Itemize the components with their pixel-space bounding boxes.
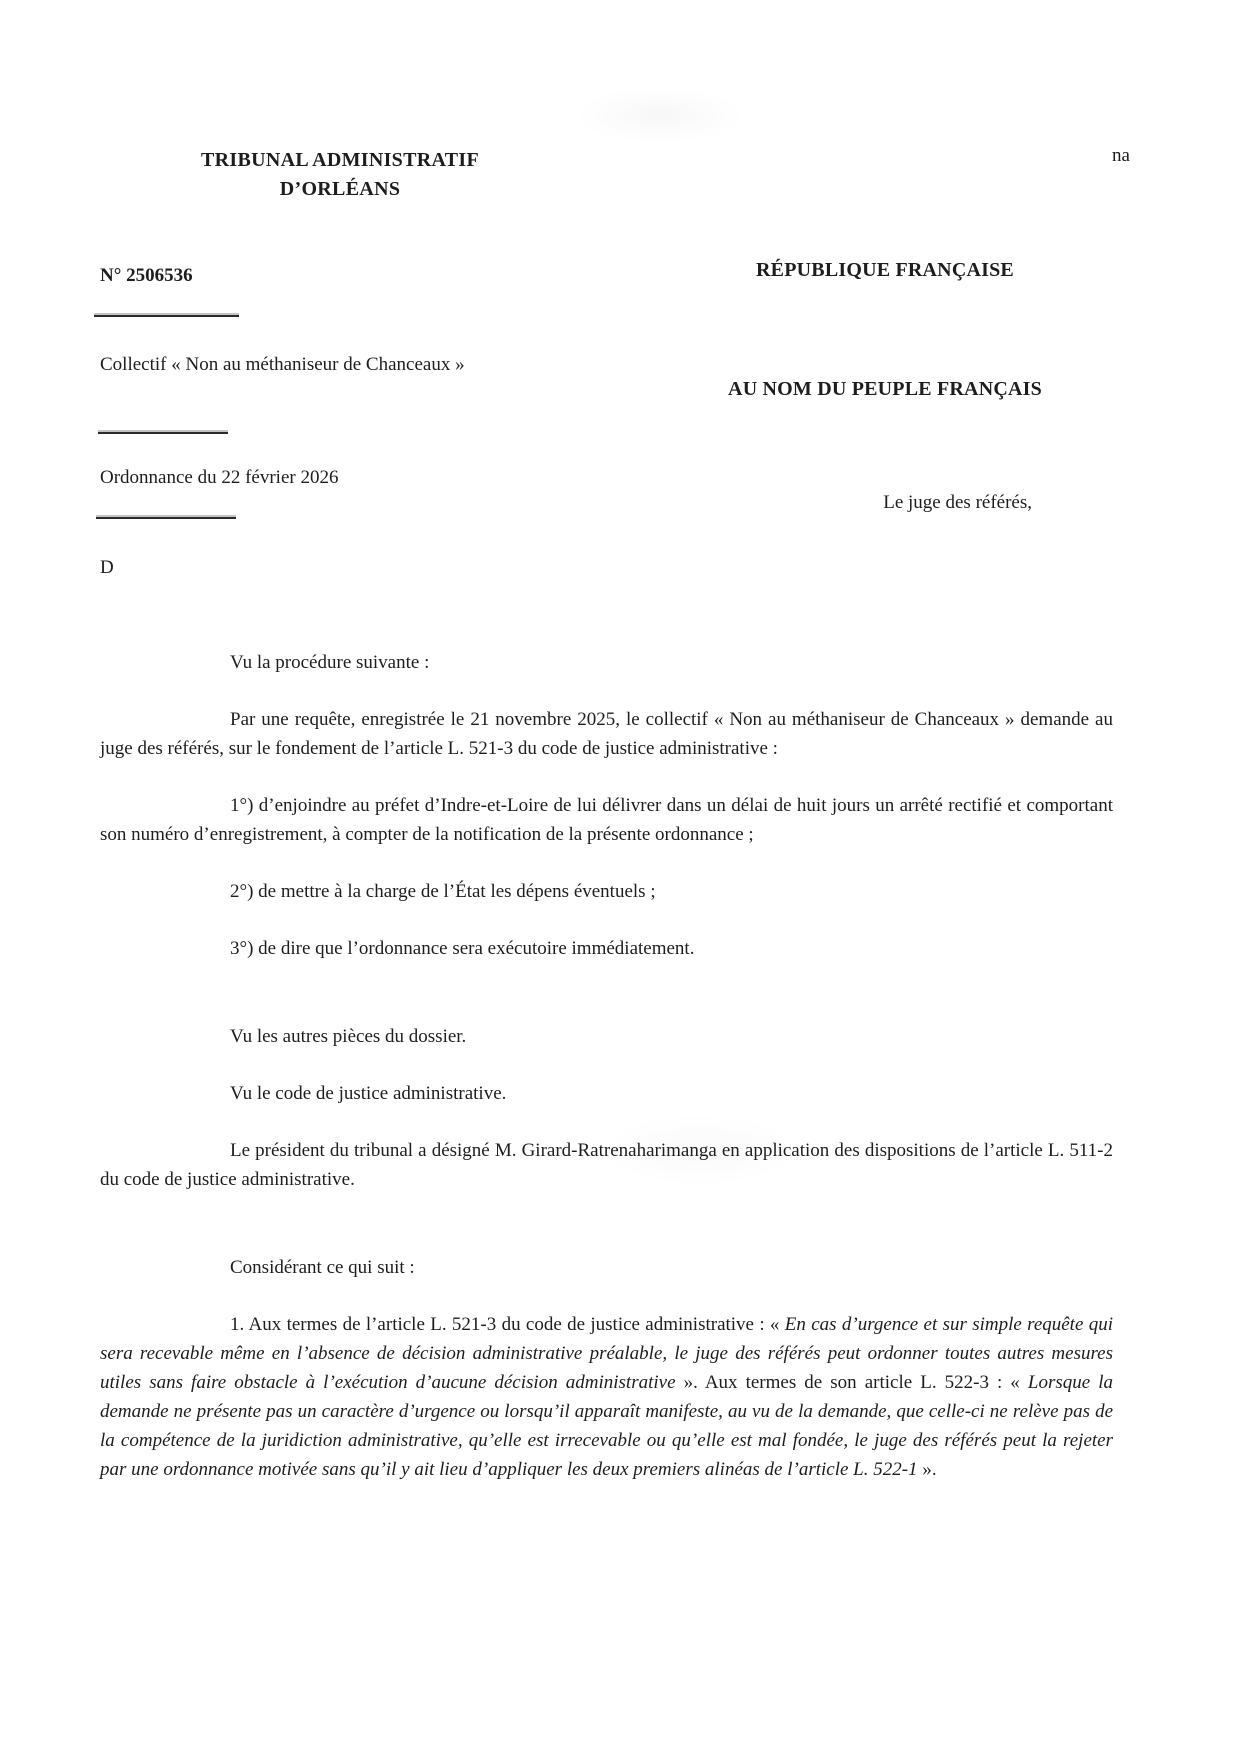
initial-d: D xyxy=(100,557,114,578)
paragraph xyxy=(100,1253,1113,1282)
paragraph xyxy=(100,648,1113,677)
paragraph-text: 1. Aux termes de l’article L. 521-3 du code de justice administrative : « xyxy=(230,1314,785,1335)
paragraph xyxy=(100,877,1113,906)
republic-heading: RÉPUBLIQUE FRANÇAISE xyxy=(756,259,1014,281)
paragraph xyxy=(100,1136,1113,1194)
case-number: N° 2506536 xyxy=(100,265,193,286)
paragraph-text: Vu le code de justice administrative. xyxy=(230,1083,507,1104)
paragraph xyxy=(100,705,1113,763)
body-paragraphs xyxy=(100,648,1113,1484)
paragraph xyxy=(100,1022,1113,1051)
order-header xyxy=(0,0,1240,648)
paragraph-text: 1°) d’enjoindre au préfet d’Indre-et-Loire de lui délivrer dans un délai de huit jours un arrêté rectifié et comportant son numéro d’enregistrement, à compter de la notification de la présente ordonnance ; xyxy=(100,795,1113,845)
in-the-name-heading: AU NOM DU PEUPLE FRANÇAIS xyxy=(728,378,1042,400)
judge-line: Le juge des référés, xyxy=(883,492,1032,513)
corner-note: na xyxy=(1112,145,1130,166)
paragraph-text: ». Aux termes de son article L. 522-3 : « xyxy=(675,1372,1028,1393)
quoted-statute-text: Lorsque la demande ne présente pas un caractère d’urgence ou lorsqu’il apparaît manifeste, au vu de la demande, que celle-ci ne relève pas de la compétence de la juridiction administrative, qu’elle est irrecevable ou qu’elle est mal fondée, le juge des référés peut la rejeter par une ordonnance motivée sans qu’il y ait lieu d’appliquer les deux premiers alinéas de l’article L. 522-1 xyxy=(100,1372,1113,1480)
paragraph-text: 2°) de mettre à la charge de l’État les dépens éventuels ; xyxy=(230,881,656,902)
separator-rule-2 xyxy=(98,432,228,434)
paragraph-text: Considérant ce qui suit : xyxy=(230,1257,415,1278)
court-name-line1: TRIBUNAL ADMINISTRATIF xyxy=(201,149,479,171)
paragraph xyxy=(100,791,1113,849)
court-name-line2: D’ORLÉANS xyxy=(279,178,401,200)
separator-rule-1 xyxy=(94,315,239,317)
paragraph-text: Vu la procédure suivante : xyxy=(230,652,430,673)
separator-rule-3 xyxy=(96,517,236,519)
paragraph xyxy=(100,1079,1113,1108)
paragraph-text: Vu les autres pièces du dossier. xyxy=(230,1026,467,1047)
order-date: Ordonnance du 22 février 2026 xyxy=(100,467,339,488)
party-name: Collectif « Non au méthaniseur de Chanceaux » xyxy=(100,354,465,375)
paragraph xyxy=(100,934,1113,963)
quoted-statute-text: En cas d’urgence et sur simple requête qui sera recevable même en l’absence de décision administrative préalable, le juge des référés peut ordonner toutes autres mesures utiles sans faire obstacle à l’exécution d’aucune décision administrative xyxy=(100,1314,1114,1393)
paragraph xyxy=(100,1310,1113,1484)
paragraph-text: 3°) de dire que l’ordonnance sera exécutoire immédiatement. xyxy=(230,938,695,959)
court-name xyxy=(100,146,580,204)
paragraph-text: ». xyxy=(917,1459,937,1480)
paragraph-text: Par une requête, enregistrée le 21 novembre 2025, le collectif « Non au méthaniseur de Chanceaux » demande au juge des référés, sur le fondement de l’article L. 521-3 du code de justice administrative : xyxy=(100,709,1113,759)
paragraph-text: Le président du tribunal a désigné M. Girard-Ratrenaharimanga en application des dispositions de l’article L. 511-2 du code de justice administrative. xyxy=(100,1140,1113,1190)
